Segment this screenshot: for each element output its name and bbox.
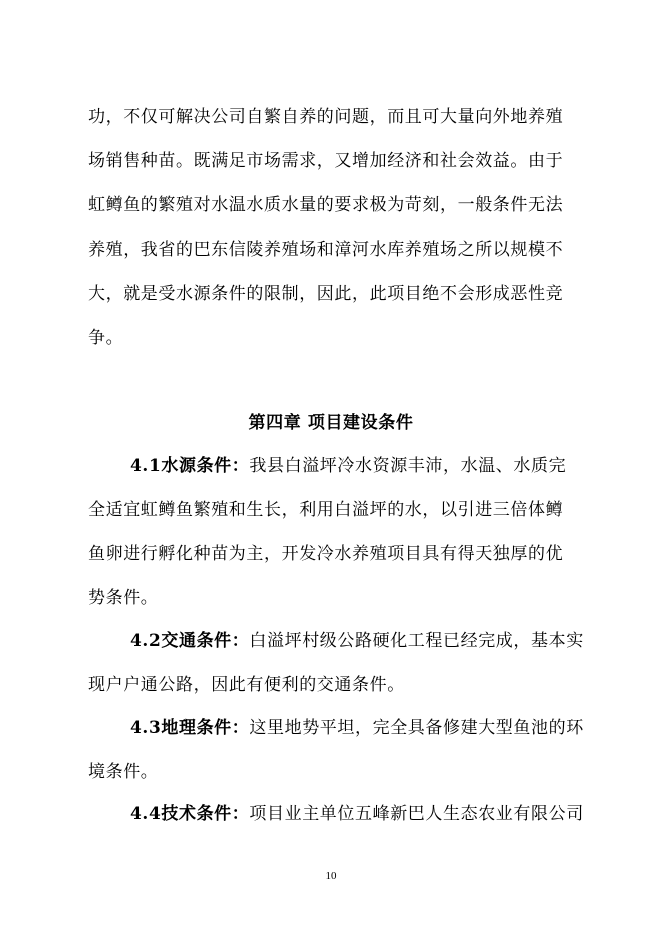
section-4-1-text: 我县白溢坪冷水资源丰沛，水温、水质完 [249, 456, 567, 476]
section-4-1-line-2: 全适宜虹鳟鱼繁殖和生长，利用白溢坪的水，以引进三倍体鳟 [88, 500, 564, 520]
section-4-3-first-line [130, 717, 584, 739]
section-4-1-line-4: 势条件。 [88, 588, 159, 608]
section-4-1-first-line [130, 455, 566, 477]
intro-line-2: 场销售种苗。既满足市场需求，又增加经济和社会效益。由于 [88, 151, 564, 171]
section-4-2-text: 白溢坪村级公路硬化工程已经完成，基本实 [249, 631, 584, 651]
chapter-title: 第四章 项目建设条件 [248, 413, 414, 433]
section-4-2-line-2: 现户户通公路，因此有便利的交通条件。 [88, 675, 405, 695]
section-4-2-label: 4.2交通条件： [130, 631, 250, 651]
intro-line-3: 虹鳟鱼的繁殖对水温水质水量的要求极为苛刻，一般条件无法 [88, 195, 564, 215]
intro-line-5: 大，就是受水源条件的限制，因此，此项目绝不会形成恶性竞 [88, 284, 564, 304]
section-4-3-line-2: 境条件。 [88, 762, 159, 782]
intro-line-6: 争。 [88, 328, 124, 348]
section-4-1-line-3: 鱼卵进行孵化种苗为主，开发冷水养殖项目具有得天独厚的优 [88, 544, 564, 564]
section-4-1-label: 4.1水源条件： [130, 456, 250, 476]
section-4-4-label: 4.4技术条件： [130, 804, 250, 824]
section-4-3-text: 这里地势平坦，完全具备修建大型鱼池的环 [249, 718, 584, 738]
section-4-4-first-line [130, 803, 584, 825]
page-number: 10 [325, 870, 337, 882]
section-4-2-first-line [130, 630, 584, 652]
section-4-4-text: 项目业主单位五峰新巴人生态农业有限公司 [249, 804, 584, 824]
section-4-3-label: 4.3地理条件： [130, 718, 250, 738]
intro-line-4: 养殖，我省的巴东信陵养殖场和漳河水库养殖场之所以规模不 [88, 240, 564, 260]
intro-line-1: 功，不仅可解决公司自繁自养的问题，而且可大量向外地养殖 [88, 107, 564, 127]
